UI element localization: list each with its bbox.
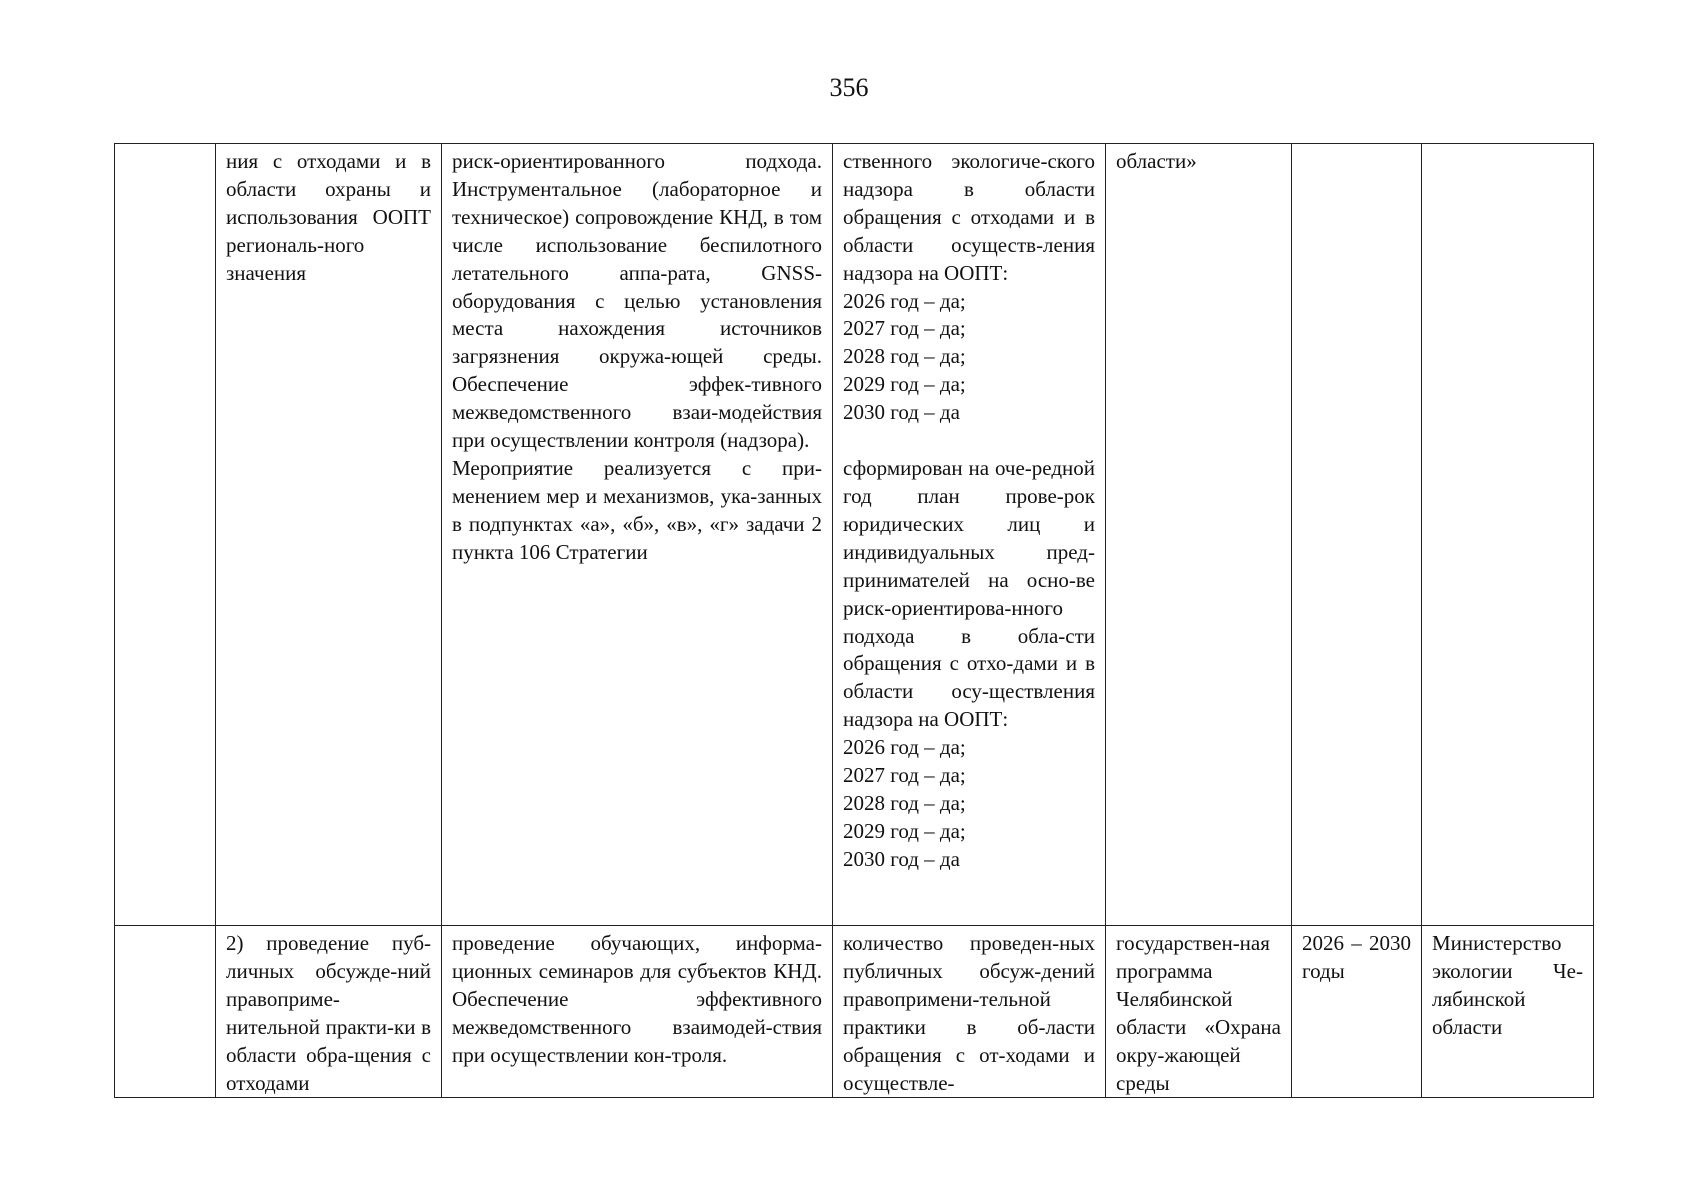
page-number: 356	[829, 73, 869, 102]
program-text: области»	[1116, 149, 1197, 173]
program-text: государствен-ная программа Челябинской области «Охрана окру-жающей среды	[1116, 931, 1281, 1095]
measure-text: 2) проведение пуб-личных обсужде-ний правоприме-нительной практи-ки в области обра-щения с отходами	[226, 931, 431, 1095]
description-paragraph: Мероприятие реализуется с при-менением мер и механизмов, ука-занных в подпунктах «а», «б», «в», «г» задачи 2 пункта 106 Стратегии	[452, 455, 822, 564]
table-row	[115, 144, 1594, 926]
spacer	[843, 427, 1095, 455]
description-paragraph: риск-ориентированного подхода. Инструментальное (лабораторное и техническое) сопровождение КНД, в том числе использование беспилотного летательного аппа-рата, GNSS-оборудования с целью установления места нахождения источников загрязнения окружа-ющей среды. Обеспечение эффек-тивного межведомственного взаи-модействия при осуществлении контроля (надзора).	[452, 149, 822, 453]
indicator-year-line: 2030 год – да	[843, 400, 960, 425]
cell-description	[442, 144, 833, 926]
cell-responsible	[1422, 144, 1594, 926]
indicator-year-line: 2029 год – да;	[843, 372, 966, 397]
indicator-year-line: 2026 год – да;	[843, 288, 966, 313]
cell-measure	[216, 926, 442, 1098]
cell-number	[115, 926, 216, 1098]
indicator-year-line: 2028 год – да;	[843, 344, 966, 369]
table-row	[115, 926, 1594, 1098]
cell-indicator	[833, 926, 1106, 1098]
indicator-text: количество проведен-ных публичных обсуж-дений правопримени-тельной практики в об-ласти обращения с от-ходами и осуществле-	[843, 931, 1095, 1095]
cell-program	[1106, 926, 1292, 1098]
indicator-year-line: 2030 год – да	[843, 846, 960, 871]
indicator-year-line: 2026 год – да;	[843, 735, 966, 760]
indicator-year-line: 2027 год – да;	[843, 763, 966, 788]
cell-program	[1106, 144, 1292, 926]
indicator-year-line: 2028 год – да;	[843, 790, 966, 815]
cell-description	[442, 926, 833, 1098]
cell-number	[115, 144, 216, 926]
indicator-text: ственного экологиче-ского надзора в области обращения с отходами и в области осуществ-ления надзора на ООПТ:	[843, 149, 1095, 285]
measures-table	[114, 143, 1594, 1098]
cell-measure	[216, 144, 442, 926]
cell-indicator	[833, 144, 1106, 926]
cell-responsible	[1422, 926, 1594, 1098]
description-paragraph: проведение обучающих, информа-ционных семинаров для субъектов КНД. Обеспечение эффективного межведомственного взаимодей-ствия при осуществлении кон-троля.	[452, 931, 822, 1067]
indicator-year-line: 2029 год – да;	[843, 818, 966, 843]
cell-period	[1292, 144, 1422, 926]
period-text: 2026 – 2030 годы	[1302, 931, 1411, 983]
indicator-text: сформирован на оче-редной год план прове-рок юридических лиц и индивидуальных пред-принимателей на осно-ве риск-ориентирова-нного подхода в обла-сти обращения с отхо-дами и в области осу-ществления надзора на ООПТ:	[843, 456, 1095, 732]
cell-period	[1292, 926, 1422, 1098]
indicator-year-line: 2027 год – да;	[843, 316, 966, 341]
responsible-text: Министерство экологии Че-лябинской области	[1432, 931, 1583, 1039]
measure-text: ния с отходами и в области охраны и использования ООПТ региональ-ного значения	[226, 149, 431, 285]
